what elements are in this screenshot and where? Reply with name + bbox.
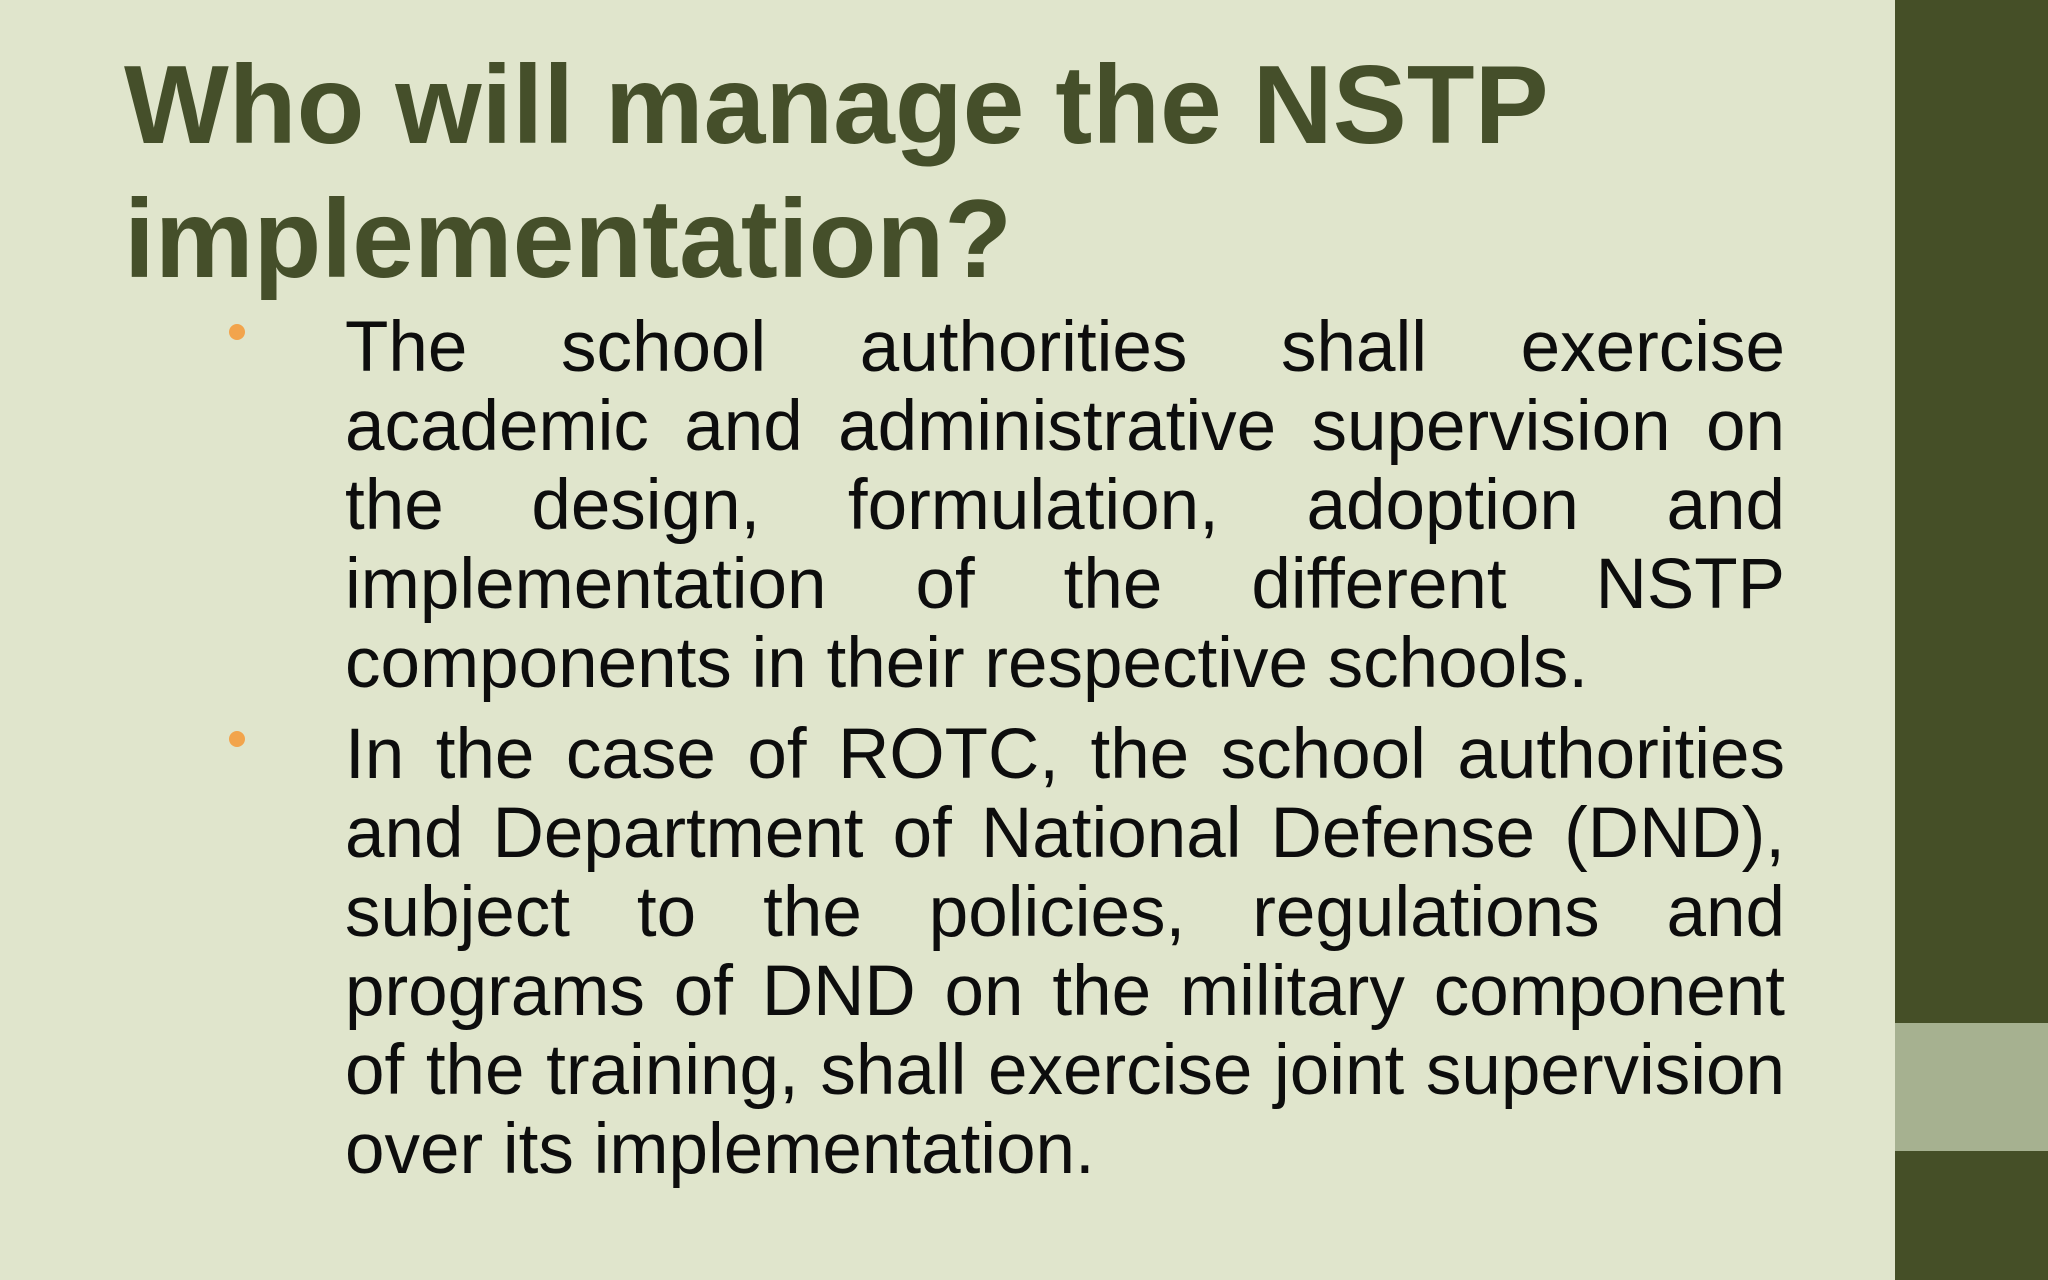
accent-side-bar-highlight bbox=[1895, 1023, 2048, 1151]
bullet-item bbox=[345, 715, 1785, 1189]
bullet-dot-icon bbox=[229, 324, 245, 340]
bullet-item bbox=[345, 308, 1785, 703]
bullet-dot-icon bbox=[229, 731, 245, 747]
bullet-text: The school authorities shall exercise academic and administrative supervision on the design, formulation, adoption and implementation of the different NSTP components in their respective schools. bbox=[345, 308, 1785, 703]
bullet-list bbox=[0, 308, 1895, 1201]
bullet-text: In the case of ROTC, the school authorities and Department of National Defense (DND), subject to the policies, regulations and programs of DND on the military component of the training, shall exercise joint supervision over its implementation. bbox=[345, 715, 1785, 1189]
slide-title: Who will manage the NSTP implementation? bbox=[124, 43, 1547, 301]
